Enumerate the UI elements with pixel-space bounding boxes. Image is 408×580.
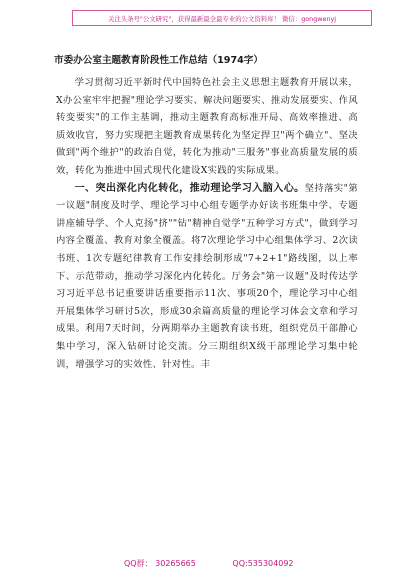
section-1-body: 坚持落实"第一议题"制度及时学、理论学习中心组专题学办好读书班集中学、专题讲座辅导学、个人克扬"挤""钻"精神自觉学"五种学习方式"，做到学习内容全覆盖、教育对象全覆盖。将7次理论学习中心组集体学习、2次读书班、1次专题纪律教育工作安排绘制形成"7+2+1"路线图，以上率下、示范带动，推动学习深化内化转化。厅务会"第一议题"及时传达学习习近平总书记重要讲话重要指示11次、事项20个，理论学习中心组开展集体学习研讨5次，形成30余篇高质量的理论学习体会文章和学习成果。利用7天时间，分两期举办主题教育读书班，组织党员干部静心集中学习，深入钻研讨论交流。分三期组织X级干部理论学习集中轮训，增强学习的实效性、针对性。丰 [56, 182, 358, 370]
qq-group-number: QQ群： 30265665 [124, 559, 196, 568]
section-1-heading: 一、突出深化内化转化，推动理论学习入脑入心。 [74, 182, 305, 194]
intro-paragraph: 学习贯彻习近平新时代中国特色社会主义思想主题教育开展以来，X办公室牢牢把握"理论学习要实、解决问题要实、推动发展要实、作风转变要实"的工作主基调，推动主题教育高标准开局、高效率推进、高质效收官，努力实现把主题教育成果转化为坚定捍卫"两个确立"、坚决做到"两个维护"的政治自觉，转化为推动"三服务"事业高质量发展的质效，转化为推进中国式现代化建设X实践的实际成果。 [56, 77, 358, 176]
bottom-footer [124, 558, 294, 569]
top-banner: 关注头条号"公文研究"，获得最新最全最专业的公文资料库！ 微信：gongwenyj [72, 10, 372, 26]
qq-contact-number: QQ:535304092 [232, 559, 294, 568]
section-1-paragraph [56, 180, 358, 374]
document-body [56, 52, 358, 373]
document-title: 市委办公室主题教育阶段性工作总结（1974字） [54, 55, 263, 66]
